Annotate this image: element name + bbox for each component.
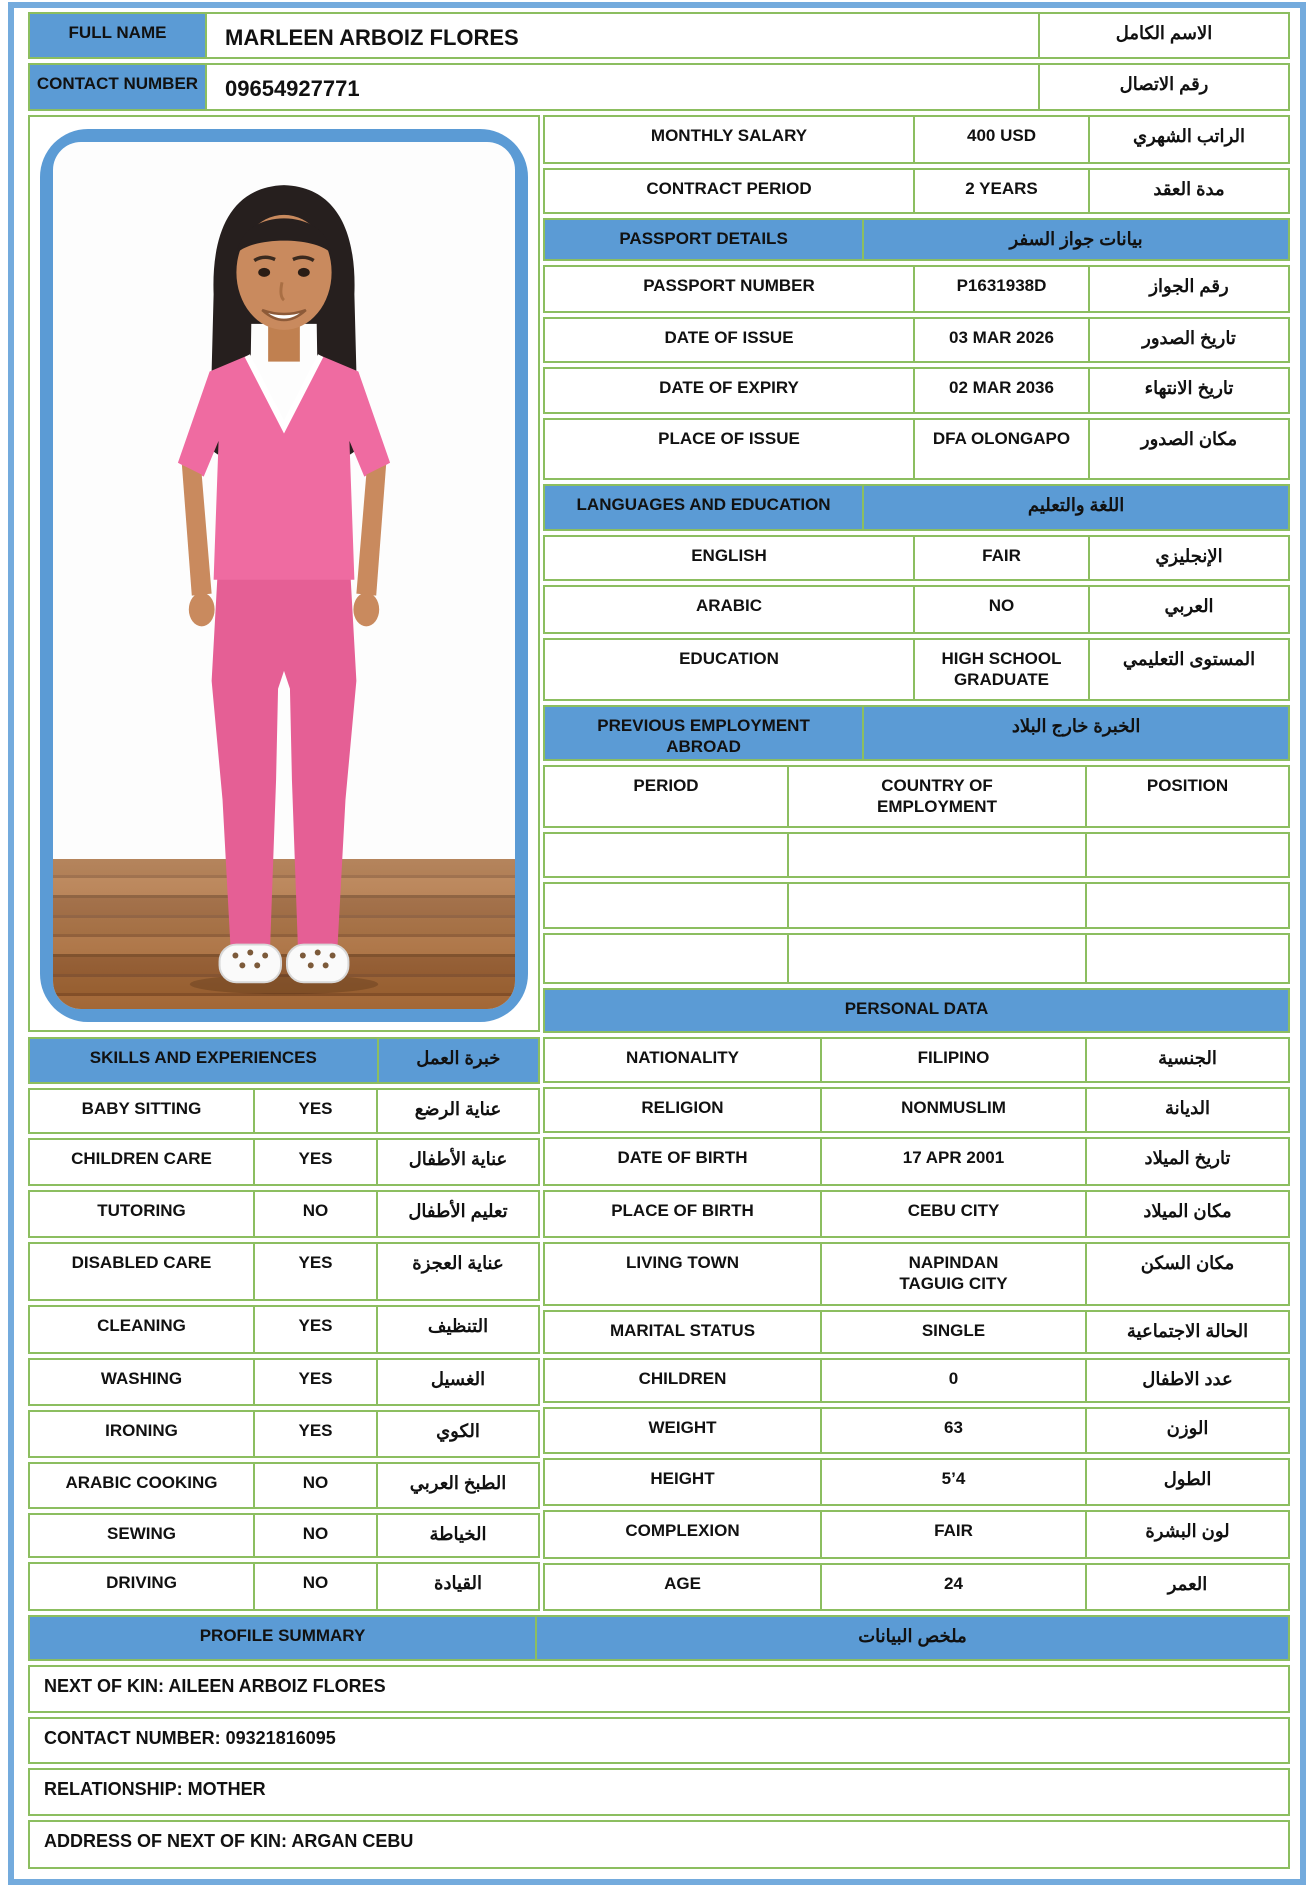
children-care-label: CHILDREN CARE <box>28 1138 255 1186</box>
date-of-issue-value: 03 MAR 2026 <box>913 317 1090 363</box>
candidate-photo <box>40 129 528 1022</box>
contact-number-value: 09654927771 <box>205 63 1040 111</box>
right-column <box>543 115 1290 1611</box>
height-arabic: الطول <box>1085 1458 1290 1506</box>
education-label: EDUCATION <box>543 638 915 701</box>
washing-arabic: الغسيل <box>376 1358 540 1406</box>
marital-status-arabic: الحالة الاجتماعية <box>1085 1310 1290 1354</box>
disabled-care-label: DISABLED CARE <box>28 1242 255 1301</box>
employment-empty-row <box>543 933 1290 984</box>
cleaning-label: CLEANING <box>28 1305 255 1354</box>
date-of-expiry-value: 02 MAR 2036 <box>913 367 1090 414</box>
nationality-value: FILIPINO <box>820 1037 1087 1083</box>
tutoring-row <box>28 1190 540 1238</box>
cleaning-arabic: التنظيف <box>376 1305 540 1354</box>
arabic-cooking-arabic: الطبخ العربي <box>376 1462 540 1509</box>
living-town-arabic: مكان السكن <box>1085 1242 1290 1306</box>
cleaning-row <box>28 1305 540 1354</box>
baby-sitting-label: BABY SITTING <box>28 1088 255 1134</box>
religion-arabic: الديانة <box>1085 1087 1290 1133</box>
children-row <box>543 1358 1290 1403</box>
relationship-line: RELATIONSHIP: MOTHER <box>28 1768 1290 1816</box>
disabled-care-arabic: عناية العجزة <box>376 1242 540 1301</box>
baby-sitting-row <box>28 1088 540 1134</box>
date-of-expiry-row <box>543 367 1290 414</box>
children-label: CHILDREN <box>543 1358 822 1403</box>
weight-arabic: الوزن <box>1085 1407 1290 1454</box>
previous-employment-title: PREVIOUS EMPLOYMENT ABROAD <box>543 705 864 761</box>
date-of-birth-value: 17 APR 2001 <box>820 1137 1087 1186</box>
place-of-birth-row <box>543 1190 1290 1238</box>
languages-education-title-arabic: اللغة والتعليم <box>862 484 1290 531</box>
sewing-label: SEWING <box>28 1513 255 1558</box>
marital-status-label: MARITAL STATUS <box>543 1310 822 1354</box>
date-of-expiry-arabic: تاريخ الانتهاء <box>1088 367 1290 414</box>
person-illustration <box>53 142 515 1009</box>
children-arabic: عدد الاطفال <box>1085 1358 1290 1403</box>
sewing-row <box>28 1513 540 1558</box>
nationality-arabic: الجنسية <box>1085 1037 1290 1083</box>
passport-number-label: PASSPORT NUMBER <box>543 265 915 313</box>
ironing-arabic: الكوي <box>376 1410 540 1458</box>
employment-country-cell <box>787 933 1087 984</box>
age-arabic: العمر <box>1085 1563 1290 1611</box>
languages-education-header <box>543 484 1290 531</box>
employment-position-cell <box>1085 882 1290 929</box>
height-label: HEIGHT <box>543 1458 822 1506</box>
weight-label: WEIGHT <box>543 1407 822 1454</box>
monthly-salary-label: MONTHLY SALARY <box>543 115 915 164</box>
english-value: FAIR <box>913 535 1090 581</box>
contract-period-value: 2 YEARS <box>913 168 1090 214</box>
living-town-label: LIVING TOWN <box>543 1242 822 1306</box>
complexion-row <box>543 1510 1290 1559</box>
kin-contact-number-row <box>28 1717 1290 1764</box>
cleaning-value: YES <box>253 1305 378 1354</box>
date-of-birth-arabic: تاريخ الميلاد <box>1085 1137 1290 1186</box>
previous-employment-header <box>543 705 1290 761</box>
english-arabic: الإنجليزي <box>1088 535 1290 581</box>
english-row <box>543 535 1290 581</box>
personal-data-header <box>543 988 1290 1033</box>
date-of-expiry-label: DATE OF EXPIRY <box>543 367 915 414</box>
full-name-row <box>28 12 1290 59</box>
weight-value: 63 <box>820 1407 1087 1454</box>
marital-status-value: SINGLE <box>820 1310 1087 1354</box>
languages-education-title: LANGUAGES AND EDUCATION <box>543 484 864 531</box>
employment-period-cell <box>543 933 789 984</box>
place-of-issue-row <box>543 418 1290 480</box>
kin-address-line: ADDRESS OF NEXT OF KIN: ARGAN CEBU <box>28 1820 1290 1869</box>
date-of-birth-label: DATE OF BIRTH <box>543 1137 822 1186</box>
profile-summary-section <box>28 1615 1290 1869</box>
arabic-label: ARABIC <box>543 585 915 634</box>
employment-position-cell <box>1085 832 1290 878</box>
date-of-issue-label: DATE OF ISSUE <box>543 317 915 363</box>
arabic-cooking-value: NO <box>253 1462 378 1509</box>
arabic-value: NO <box>913 585 1090 634</box>
profile-summary-title-arabic: ملخص البيانات <box>535 1615 1290 1661</box>
children-value: 0 <box>820 1358 1087 1403</box>
washing-row <box>28 1358 540 1406</box>
full-name-label: FULL NAME <box>28 12 207 59</box>
baby-sitting-arabic: عناية الرضع <box>376 1088 540 1134</box>
driving-arabic: القيادة <box>376 1562 540 1611</box>
next-of-kin-line: NEXT OF KIN: AILEEN ARBOIZ FLORES <box>28 1665 1290 1713</box>
living-town-row <box>543 1242 1290 1306</box>
monthly-salary-row <box>543 115 1290 164</box>
disabled-care-value: YES <box>253 1242 378 1301</box>
full-name-arabic: الاسم الكامل <box>1038 12 1290 59</box>
place-of-issue-value: DFA OLONGAPO <box>913 418 1090 480</box>
tutoring-arabic: تعليم الأطفال <box>376 1190 540 1238</box>
place-of-birth-label: PLACE OF BIRTH <box>543 1190 822 1238</box>
date-of-issue-row <box>543 317 1290 363</box>
skills-title: SKILLS AND EXPERIENCES <box>28 1037 379 1084</box>
skills-table <box>28 1037 540 1611</box>
employment-columns-row <box>543 765 1290 828</box>
age-row <box>543 1563 1290 1611</box>
washing-value: YES <box>253 1358 378 1406</box>
weight-row <box>543 1407 1290 1454</box>
contact-number-label: CONTACT NUMBER <box>28 63 207 111</box>
full-name-value: MARLEEN ARBOIZ FLORES <box>205 12 1040 59</box>
contract-period-row <box>543 168 1290 214</box>
height-value: 5’4 <box>820 1458 1087 1506</box>
english-label: ENGLISH <box>543 535 915 581</box>
passport-number-row <box>543 265 1290 313</box>
driving-value: NO <box>253 1562 378 1611</box>
skills-title-arabic: خبرة العمل <box>377 1037 540 1084</box>
driving-label: DRIVING <box>28 1562 255 1611</box>
contact-number-row <box>28 63 1290 111</box>
driving-row <box>28 1562 540 1611</box>
employment-empty-row <box>543 832 1290 878</box>
employment-col-position: POSITION <box>1085 765 1290 828</box>
sewing-arabic: الخياطة <box>376 1513 540 1558</box>
passport-details-title: PASSPORT DETAILS <box>543 218 864 261</box>
education-row <box>543 638 1290 701</box>
date-of-issue-arabic: تاريخ الصدور <box>1088 317 1290 363</box>
education-value: HIGH SCHOOL GRADUATE <box>913 638 1090 701</box>
arabic-arabic: العربي <box>1088 585 1290 634</box>
marital-status-row <box>543 1310 1290 1354</box>
tutoring-label: TUTORING <box>28 1190 255 1238</box>
ironing-value: YES <box>253 1410 378 1458</box>
complexion-arabic: لون البشرة <box>1085 1510 1290 1559</box>
children-care-arabic: عناية الأطفال <box>376 1138 540 1186</box>
age-label: AGE <box>543 1563 822 1611</box>
ironing-row <box>28 1410 540 1458</box>
personal-data-title: PERSONAL DATA <box>543 988 1290 1033</box>
passport-number-value: P1631938D <box>913 265 1090 313</box>
kin-address-row <box>28 1820 1290 1869</box>
contact-number-arabic: رقم الاتصال <box>1038 63 1290 111</box>
employment-country-cell <box>787 882 1087 929</box>
complexion-value: FAIR <box>820 1510 1087 1559</box>
living-town-value: NAPINDAN TAGUIG CITY <box>820 1242 1087 1306</box>
employment-country-cell <box>787 832 1087 878</box>
employment-position-cell <box>1085 933 1290 984</box>
children-care-row <box>28 1138 540 1186</box>
disabled-care-row <box>28 1242 540 1301</box>
passport-number-arabic: رقم الجواز <box>1088 265 1290 313</box>
religion-row <box>543 1087 1290 1133</box>
monthly-salary-arabic: الراتب الشهري <box>1088 115 1290 164</box>
religion-label: RELIGION <box>543 1087 822 1133</box>
tutoring-value: NO <box>253 1190 378 1238</box>
arabic-cooking-label: ARABIC COOKING <box>28 1462 255 1509</box>
profile-summary-header <box>28 1615 1290 1661</box>
arabic-cooking-row <box>28 1462 540 1509</box>
kin-contact-number-line: CONTACT NUMBER: 09321816095 <box>28 1717 1290 1764</box>
photo-cell <box>28 115 540 1032</box>
date-of-birth-row <box>543 1137 1290 1186</box>
nationality-label: NATIONALITY <box>543 1037 822 1083</box>
employment-col-country: COUNTRY OF EMPLOYMENT <box>787 765 1087 828</box>
passport-details-header <box>543 218 1290 261</box>
employment-period-cell <box>543 832 789 878</box>
baby-sitting-value: YES <box>253 1088 378 1134</box>
children-care-value: YES <box>253 1138 378 1186</box>
next-of-kin-row <box>28 1665 1290 1713</box>
age-value: 24 <box>820 1563 1087 1611</box>
header-table <box>28 12 1290 111</box>
place-of-issue-label: PLACE OF ISSUE <box>543 418 915 480</box>
employment-empty-row <box>543 882 1290 929</box>
education-arabic: المستوى التعليمي <box>1088 638 1290 701</box>
complexion-label: COMPLEXION <box>543 1510 822 1559</box>
monthly-salary-value: 400 USD <box>913 115 1090 164</box>
previous-employment-title-arabic: الخبرة خارج البلاد <box>862 705 1290 761</box>
nationality-row <box>543 1037 1290 1083</box>
employment-col-period: PERIOD <box>543 765 789 828</box>
skills-header <box>28 1037 540 1084</box>
contract-period-arabic: مدة العقد <box>1088 168 1290 214</box>
photo-area <box>53 142 515 1009</box>
contract-period-label: CONTRACT PERIOD <box>543 168 915 214</box>
religion-value: NONMUSLIM <box>820 1087 1087 1133</box>
place-of-birth-arabic: مكان الميلاد <box>1085 1190 1290 1238</box>
arabic-row <box>543 585 1290 634</box>
place-of-birth-value: CEBU CITY <box>820 1190 1087 1238</box>
employment-period-cell <box>543 882 789 929</box>
sewing-value: NO <box>253 1513 378 1558</box>
profile-summary-title: PROFILE SUMMARY <box>28 1615 537 1661</box>
washing-label: WASHING <box>28 1358 255 1406</box>
passport-details-title-arabic: بيانات جواز السفر <box>862 218 1290 261</box>
relationship-row <box>28 1768 1290 1816</box>
ironing-label: IRONING <box>28 1410 255 1458</box>
height-row <box>543 1458 1290 1506</box>
place-of-issue-arabic: مكان الصدور <box>1088 418 1290 480</box>
